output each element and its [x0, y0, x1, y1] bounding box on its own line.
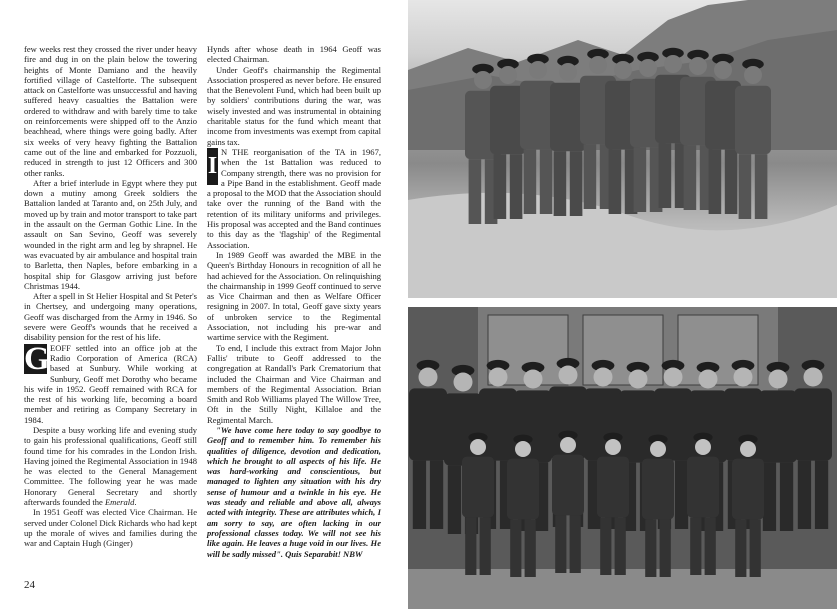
paragraph: Hynds after whose death in 1964 Geoff was elected Chairman. — [207, 44, 381, 65]
soldiers-group — [465, 48, 771, 224]
publication-title: Emerald — [104, 497, 135, 508]
paragraph: After a brief interlude in Egypt where they put down a mutiny among Greek soldiers the Battalion landed at Taranto and, on 25th July, and moved up by train and motor transport to take part in the assault on the German Gothic Line. In the assault on San Sevino, Geoff was severely wounded in the right arm and leg by shrapnel. He was evacuated by air ambulance and hospital train to Barletta, then Naples, before embarking in a hospital ship for Glasgow arriving just before Christmas 1944. — [24, 177, 197, 291]
drop-cap: G — [24, 340, 50, 377]
paragraph-text: EOFF settled into an office job at the Radio Corporation of America (RCA) based at Sunbury. While working at Sunbury, Geoff met Dorothy who became his wife in 1952. Geoff remained with RCA for the rest of his working life, becoming a board member and retiring as Company Secretary in 1984. — [24, 342, 197, 425]
photo-soldiers-illustration — [408, 0, 837, 298]
paragraph-text: Despite a busy working life and evening study to gain his professional qualifications, Geoff still found time for his comrades in the London Irish. Having joined the Regimental Association in 1948 he was elected to the General Management Committee. The following year he was made Honorary General Secretary and shortly afterwards founded the — [24, 424, 197, 508]
paragraph: In 1989 Geoff was awarded the MBE in the Queen's Birthday Honours in recognition of all he had achieved for the Association. On relinquishing the chairmanship in 1999 Geoff continued to serve as Vice Chairman and then as Welfare Officer resigning in 2007. In total, Geoff gave sixty years of unbroken service to the Regimental Association, not including his pre-war and wartime service with the Regiment. — [207, 249, 381, 343]
paragraph: In 1951 Geoff was elected Vice Chairman. He served under Colonel Dick Richards who had kept up the morale of wives and families during the war and Captain Hugh (Ginger) — [24, 507, 197, 549]
paragraph — [24, 425, 197, 507]
page-number: 24 — [24, 579, 35, 591]
photo-band-illustration — [408, 307, 837, 609]
paragraph-text-end: . — [134, 497, 137, 508]
paragraph-dropcap — [24, 340, 197, 425]
paragraph: Under Geoff's chairmanship the Regimental Association prospered as never before. He ensured that the Benevolent Fund, which had been built up by soldiers' contributions during the war, was wisely invested and was instrumental in obtaining charitable status for the fund which meant that income from investments was exempt from capital gains tax. — [207, 64, 381, 147]
paragraph: After a spell in St Helier Hospital and St Peter's in Chertsey, and undergoing many operations, Geoff was discharged from the Army in 1946. So severe were Geoff's wounds that he received a disability pension for the rest of his life. — [24, 291, 197, 343]
drop-cap: I — [207, 148, 218, 185]
article-column-left — [24, 44, 197, 549]
photo-pipe-band-group — [408, 307, 837, 609]
paragraph-text: N THE reorganisation of the TA in 1967, when the 1st Battalion was reduced to Company strength, there was no provision for a Pipe Band in the establishment. Geoff made a proposal to the MOD that the Association should take over the running of the Band with the retention of its military uniforms and privileges. His proposal was accepted and the Band continues to this day as the 'flagship' of the Regimental Association. — [207, 146, 381, 250]
article-column-right — [207, 44, 381, 559]
photo-soldiers-mountains — [408, 0, 837, 298]
tribute-quote: "We have come here today to say goodbye to Geoff and to remember him. To remember his qualities of diligence, devotion and dedication, which he brought to all aspects of his life. He was hard-working and conscientious, but managed to lighten any situation with his dry sense of humour and a twinkle in his eye. He was steady and reliable and above all, always acted with integrity. These are attributes which, I am sorry to say, are often lacking in our professional classes today. We will not see his like again. He leaves a huge void in our lives. He will be sadly missed". Quis Separabit! NBW — [207, 424, 381, 559]
paragraph-dropcap — [207, 147, 381, 250]
paragraph: few weeks rest they crossed the river under heavy fire and dug in on the plain below the towering heights of Monte Damiano and the heavily fortified village of Castelforte. The subsequent attack on Castelforte was unsuccessful and having suffered heavy casualties the Battalion were ordered to withdraw and with barely time to take on reinforcements were shipped off to the Anzio beachhead, where things were going badly. After six weeks of very heavy fighting the Battalion came out of the line and embarked for Pozzuoli, reduced in strength to just 12 Officers and 300 other ranks. — [24, 44, 197, 178]
paragraph: To end, I include this extract from Major John Fallis' tribute to Geoff addressed to the congregation at Randall's Park Crematorium that included the Chairman and Vice Chairman and members of the Regimental Association. Brian Smith and Rob Williams played The Willow Tree, Oft in the Stilly Night, Killaloe and the Regimental March. — [207, 342, 381, 425]
